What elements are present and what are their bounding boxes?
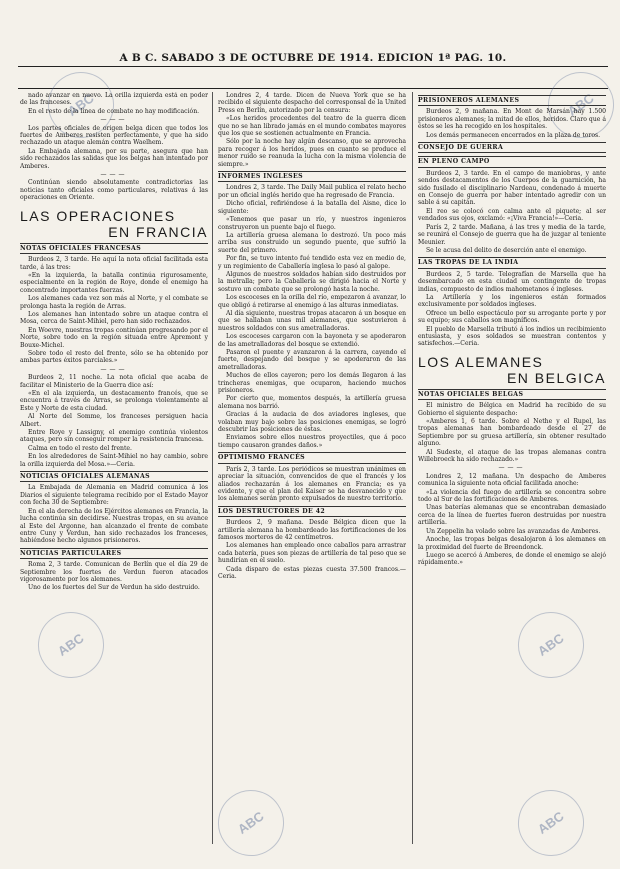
paragraph: Los alemanes cada vez son más al Norte, y el combate se prolonga hasta la región de Arras. — [20, 295, 208, 310]
paragraph: La artillería gruesa alemana lo destrozó. Un poco más arriba sus construido un segundo puente, que sufrió la suerte del primero. — [218, 231, 406, 254]
paragraph: Burdeos 2, 11 noche. La nota oficial que acaba de facilitar el Ministerio de la Guerra dice así: — [20, 374, 208, 389]
abc-watermark: ABC — [505, 599, 597, 691]
column-3 — [418, 92, 606, 848]
section-heading: INFORMES INGLESES — [218, 171, 406, 182]
paragraph: «Amberes 1, 6 tarde. Sobre el Nethe y el Rupel, las tropas alemanas han bombardeado desde el 27 de Septiembre por su gruesa artillería, sin obtener resultado alguno. — [418, 418, 606, 448]
header-rule — [18, 66, 608, 67]
paragraph: Al día siguiente, nuestras tropas atacaron á un bosque en que se hallaban unas mil alemanes, que sostuvieron á nuestros soldados con sus ametralladoras. — [218, 309, 406, 332]
section-heading: LAS TROPAS DE LA INDIA — [418, 257, 606, 268]
section-heading: NOTICIAS OFICIALES ALEMANAS — [20, 471, 208, 482]
paragraph: Los alemanes han empleado once caballos para arrastrar cada batería, pues son piezas de artillería de tal peso que se hundirían en el suelo. — [218, 542, 406, 565]
paragraph: La Embajada alemana, por su parte, asegura que han sido rechazados las salidas que los belgas han intentado por Amberes. — [20, 147, 208, 170]
paragraph: Sobre todo el resto del frente, sólo se ha obtenido por ambas partes éxitos parciales.» — [20, 349, 208, 365]
paragraph: Burdeos 2, 3 tarde. En el campo de maniobras, y ante sendos destacamentos de los Cuerpos de la guarnición, ha sido fusilado el disciplinario Nardeau, condenado á muerte en Consejo de guerra por haber intentado agredir con un sable á su capitán. — [418, 169, 606, 207]
abc-watermark: ABC — [505, 777, 597, 869]
section-heading-large — [418, 354, 606, 386]
paragraph: Algunos de nuestros soldados habían sido destruidos por la metralla; pero la Caballería se dirigió hacia el Norte y sostuvo un combate que se prolongó hasta la noche. — [218, 270, 406, 293]
section-heading: CONSEJO DE GUERRA — [418, 142, 606, 153]
section-heading: PRISIONEROS ALEMANES — [418, 95, 606, 106]
paragraph: nado avanzar en nuevo. La orilla izquierda está en poder de las franceses. — [20, 92, 208, 107]
abc-watermark: ABC — [535, 59, 620, 151]
paragraph: Un Zeppelin ha volado sobre las avanzadas de Amberes. — [426, 527, 601, 535]
abc-watermark: ABC — [25, 599, 117, 691]
paragraph: Burdeos 2, 3 tarde. He aquí la nota oficial facilitada esta tarde, á las tres: — [20, 256, 208, 271]
separator: ——— — [100, 116, 128, 124]
paragraph: El ministro de Bélgica en Madrid ha recibido de su Gobierno el siguiente despacho: — [418, 402, 606, 417]
paragraph: Uno de los fuertes del Sur de Verdun ha sido destruido. — [28, 584, 200, 592]
paragraph: «Los heridos procedentes del teatro de la guerra dicen que no se han librado jamás en el mundo combates mayores que los que se sostienen actualmente en Francia. — [218, 115, 406, 138]
paragraph: Por cierto que, momentos después, la artillería gruesa alemana nos barrió. — [218, 395, 406, 410]
paragraph: París 2, 2 tarde. Mañana, á las tres y media de la tarde, se reunirá el Consejo de guerra que ha de juzgar al teniente Meunier. — [418, 223, 606, 246]
paragraph: Los escoceses en la orilla del río, empezaron á avanzar, lo que obligó á retirarse al enemigo á las alturas inmediatas. — [218, 294, 406, 309]
paragraph: Sólo por la noche hay algún descanso, que se aprovecha para recoger á los heridos, pues en cuanto se produce el menor ruido se reanuda la lucha con la misma violencia de siempre.» — [218, 138, 406, 168]
paragraph: Londres 2, 4 tarde. Dicen de Nueva York que se ha recibido el siguiente despacho del corresponsal de la United Press en Berlín, autorizado por la censura: — [218, 92, 406, 114]
paragraph: Ofrece un bello espectáculo por su arrogante porte y por su equipo; sus caballos son magníficos. — [418, 309, 606, 325]
paragraph: Continúan siendo absolutamente contradictorias las noticias tanto oficiales como particulares, relativas á las operaciones en Oriente. — [20, 179, 208, 202]
paragraph: La Embajada de Alemania en Madrid comunica á los Diarios el siguiente telegrama recibido por el Estado Mayor con fecha 30 de Septiembre: — [20, 484, 208, 507]
paragraph: Al Sudeste, el ataque de las tropas alemanas contra Willebroeck ha sido rechazado.» — [418, 448, 606, 464]
paragraph: Pasaron el puente y avanzaron á la carrera, cayendo el fuerte, despejando del bosque y se apoderaron de las ametralladoras. — [218, 349, 406, 371]
paragraph: Burdeos 2, 5 tarde. Telegrafían de Marsella que ha desembarcado en esta ciudad un contingente de tropas indias, compuesto de indios mahometanos é ingleses. — [418, 270, 606, 293]
paragraph: Burdeos 2, 9 mañana. En Mont de Marsán hay 1.500 prisioneros alemanes; la mitad de ellos, heridos. Claro que á éstos se les ha recogido en los hospitales. — [418, 108, 606, 131]
section-heading: NOTAS OFICIALES BELGAS — [418, 389, 606, 400]
heading-line: EN BELGICA — [506, 369, 606, 386]
paragraph: Los partes oficiales de origen belga dicen que todos los fuertes de Amberes resisten perfectamente, y que ha sido rechazado un ataque alemán contra Waelhem. — [20, 124, 208, 147]
separator: ——— — [100, 365, 128, 373]
abc-watermark: ABC — [205, 777, 297, 869]
paragraph: Roma 2, 3 tarde. Comunican de Berlín que el día 29 de Septiembre los fuertes de Verdun fueron atacados vigorosamente por los alemanes. — [20, 561, 208, 583]
paragraph: Londres 2, 12 mañana. Un despacho de Amberes comunica la siguiente nota oficial facilitada anoche: — [418, 472, 606, 488]
section-heading: LOS DESTRUCTORES DE 42 — [218, 506, 406, 517]
paragraph: París 2, 3 tarde. Los periódicos se muestran unánimes en apreciar la situación, convencidos de que el francés y los aliados rechazarán á los alemanes en Francia; es ya evidente, y que el plan del Kaiser se ha desvanecido y que los alemanes serán pronto expulsados de nuestro territorio. — [218, 465, 406, 503]
paragraph: Dicho oficial, refiriéndose á la batalla del Aisne, dice lo siguiente: — [218, 200, 406, 215]
paragraph: Luego se acercó á Amberes, de donde el enemigo se alejó rápidamente.» — [418, 551, 606, 567]
paragraph: «La violencia del fuego de artillería se concentra sobre todo al Sur de las fortificaciones de Amberes. — [418, 488, 606, 504]
paragraph: Londres 2, 3 tarde. The Daily Mail publica el relato hecho por un oficial inglés herido que ha regresado de Francia. — [218, 184, 406, 199]
paragraph: El reo se colocó con calma ante el piquete; al ser vendados sus ojos, exclamó: «¡Viva Francia!»—Ceria. — [418, 207, 606, 223]
section-heading: NOTAS OFICIALES FRANCESAS — [20, 243, 208, 254]
paragraph: En los alrededores de Saint-Mihiel no hay cambio, sobre la orilla izquierda del Mosa.»—Ceria. — [20, 453, 208, 468]
paragraph: Burdeos 2, 9 mañana. Desde Bélgica dicen que la artillería alemana ha bombardeado las fortificaciones de los famosos morteros de 42 centímetros. — [218, 519, 406, 541]
separator: ——— — [100, 171, 128, 179]
paragraph: «En el ala izquierda, un destacamento francés, que se encuentra á través de Arras, se prolonga violentamente al Este y Norte de esta ciudad. — [20, 390, 208, 412]
paragraph: En el ala derecha de los Ejércitos alemanes en Francia, la lucha continúa sin decidirse. Nuestras tropas, en su avance al Este del Argonne, han alcanzado el frente de combate entre Cuny y Verdun, han sido rechazados los franceses, habiéndose hecho algunos prisioneros. — [20, 507, 208, 545]
paragraph: Anoche, las tropas belgas desalojaron á los alemanes en la proximidad del fuerte de Breendonck. — [418, 536, 606, 551]
column-1 — [20, 92, 208, 848]
paragraph: Calma en todo el resto del frente. — [28, 444, 132, 452]
heading-line: EN FRANCIA — [108, 223, 208, 240]
paragraph: Unas baterías alemanas que se encontraban demasiado cerca de la línea de fuertes fueron destruidas por nuestra artillería. — [418, 504, 606, 527]
column-2 — [218, 92, 406, 848]
paragraph: En el resto de la línea de combate no hay modificación. — [28, 107, 200, 115]
page-header: A B C. SABADO 3 DE OCTUBRE DE 1914. EDICION 1ª PAG. 10. — [119, 52, 507, 64]
paragraph: Cada disparo de estas piezas cuesta 37.500 francos.—Ceria. — [218, 565, 406, 580]
paragraph: «Tenemos que pasar un río, y nuestros ingenieros construyeron un puente bajo el fuego. — [218, 216, 406, 231]
section-heading: EN PLENO CAMPO — [418, 156, 606, 167]
paragraph: Los demás permanecen encerrados en la plaza de toros. — [426, 131, 601, 139]
heading-line: LOS ALEMANES — [418, 353, 544, 370]
paragraph: El pueblo de Marsella tributó á los indios un recibimiento entusiasta, y esos soldados se muestran contentos y satisfechos.—Ceria. — [418, 325, 606, 348]
paragraph: La Artillería y los ingenieros están formados exclusivamente por soldados ingleses. — [418, 293, 606, 309]
paragraph: Se le acusa del delito de deserción ante el enemigo. — [426, 246, 587, 254]
paragraph: Muchos de ellos cayeron; pero los demás llegaron á las trincheras enemigas, que ocuparon, haciendo muchos prisioneros. — [218, 372, 406, 395]
paragraph: Gracias á la audacia de dos aviadores ingleses, que volaban muy bajo sobre las posiciones enemigas, se logró descubrir las posiciones de éstas. — [218, 411, 406, 434]
section-heading: OPTIMISMO FRANCÉS — [218, 452, 406, 463]
paragraph: Entre Roye y Lassigny, el enemigo continúa violentos ataques, pero sin conseguir romper la resistencia francesa. — [20, 429, 208, 444]
paragraph: Enviamos sobre ellos nuestros proyectiles, que á poco tiempo causaron grandes daños.» — [218, 434, 406, 449]
paragraph: Los alemanes han intentado sobre un ataque contra el Mosa, cerca de Saint-Mihiel, pero han sido rechazados. — [20, 310, 208, 326]
paragraph: «En la izquierda, la batalla continúa rigurosamente, especialmente en la región de Roye, donde el enemigo ha concentrado importantes fuerzas. — [20, 271, 208, 294]
section-heading-large — [20, 208, 208, 240]
paragraph: En Woevre, nuestras tropas continúan progresando por el Norte, sobre todo en la región situada entre Apremont y Bouxe-Michel. — [20, 326, 208, 349]
heading-line: LAS OPERACIONES — [20, 207, 176, 224]
column-divider — [212, 92, 213, 844]
column-divider — [412, 92, 413, 844]
separator: ——— — [498, 464, 526, 472]
abc-watermark: ABC — [35, 59, 127, 151]
paragraph: Por fin, se tuvo intento fué tendido esta vez en medio de, y un regimiento de Caballería inglesa lo pasó al galope. — [218, 255, 406, 270]
paragraph: Los escoceses cargaron con la bayoneta y se apoderaron de las ametralladoras del bosque se extendió. — [218, 333, 406, 348]
paragraph: Al Norte del Somme, los franceses persiguen hacia Albert. — [20, 413, 208, 428]
section-heading: NOTICIAS PARTICULARES — [20, 548, 208, 559]
